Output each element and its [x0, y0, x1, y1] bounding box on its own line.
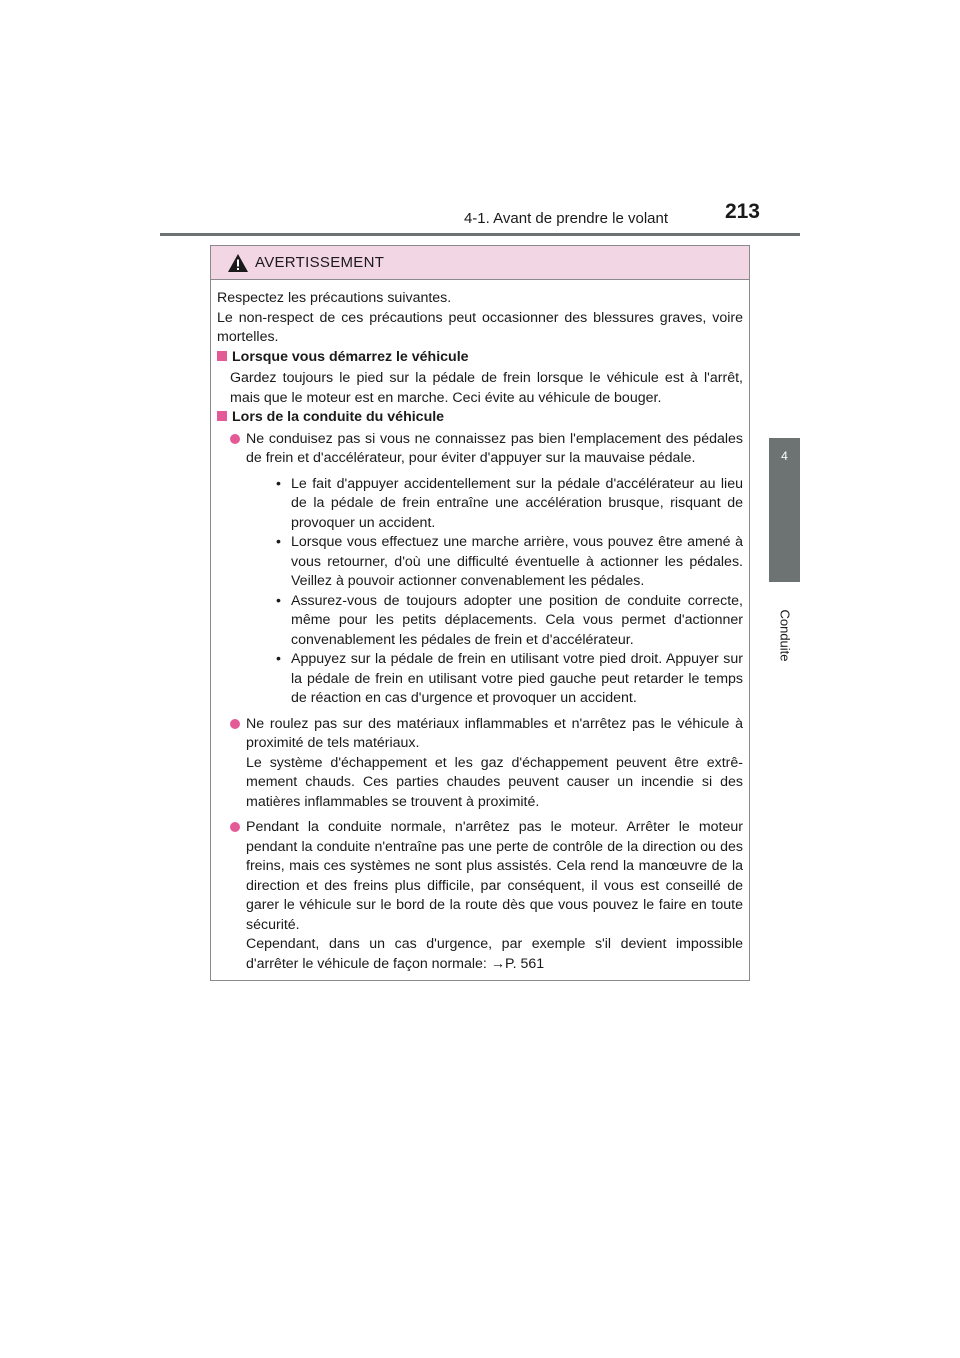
bullet-content	[246, 715, 743, 813]
bullet-text: Ne roulez pas sur des matériaux inflammables et n'arrêtez pas le véhicule à proximité de tels matériaux. Le système d'échappement et les gaz d'échappement peuvent être extrê-mement chauds. Ces parties chaudes peuvent causer un incendie si des matières inflammables se trouvent à proximité.	[246, 715, 743, 810]
bullet-item	[230, 715, 743, 813]
sub-list-item: • Assurez-vous de toujours adopter une position de conduite correcte, même pour les petits déplacements. Cela vous permet d'actionner convenablement les pédales de frein et d'accélérateur.	[276, 592, 743, 651]
sub-list-item: • Appuyez sur la pédale de frein en utilisant votre pied droit. Appuyer sur la pédale de frein en utilisant votre pied gauche peut retarder le temps de réaction en cas d'urgence et provoquer un accident.	[276, 650, 743, 709]
chapter-label	[770, 590, 800, 680]
section-heading-starting	[217, 348, 743, 368]
chapter-label-text: Conduite	[777, 608, 793, 662]
warning-triangle-icon	[227, 253, 249, 273]
chapter-tab	[769, 438, 800, 582]
warning-header	[211, 246, 749, 280]
section-text-starting: Gardez toujours le pied sur la pédale de frein lorsque le véhicule est à l'arrêt, mais que le moteur est en marche. Ceci évite au véhicule de bouger.	[230, 370, 743, 406]
sub-list-text: Assurez-vous de toujours adopter une position de conduite correcte, même pour les petits déplacements. Cela vous permet d'actionner convenablement les pédales de frein et d'accélérateur.	[291, 592, 743, 648]
round-bullet-icon	[230, 822, 240, 832]
sub-list-text: Appuyez sur la pédale de frein en utilisant votre pied droit. Appuyer sur la pédale de frein en utilisant votre pied gauche peut retarder le temps de réaction en cas d'urgence et provoquer un accident.	[291, 651, 743, 706]
sub-list-item: • Le fait d'appuyer accidentellement sur la pédale d'accélérateur au lieu de la pédale de frein entraîne une accélération brusque, risquant de provoquer un accident.	[276, 475, 743, 534]
bullet-text: Pendant la conduite normale, n'arrêtez pas le moteur. Arrêter le moteur pendant la conduite n'entraîne pas une perte de contrôle de la direction ou des freins, mais ces systèmes ne sont plus assistés. Cela rend la manœuvre de la direction et des freins plus difficile, par conséquent, il vous est conseillé de garer le véhicule sur le bord de la route dès que vous pouvez le faire en toute sécurité. Cependant, dans un cas d'urgence, par exemple s'il devient impossible d'arrêter le véhicule de façon normale: →P. 561	[246, 819, 743, 972]
header-rule	[160, 233, 800, 236]
warning-title: AVERTISSEMENT	[255, 254, 385, 271]
chapter-number: 4	[781, 449, 788, 463]
section-heading-text: Lorsque vous démarrez le véhicule	[232, 348, 469, 365]
bullet-item	[230, 430, 743, 709]
square-bullet-icon	[217, 351, 227, 361]
round-bullet-icon	[230, 434, 240, 444]
square-bullet-icon	[217, 411, 227, 421]
section-title: 4-1. Avant de prendre le volant	[463, 210, 668, 227]
warning-intro: Respectez les précautions suivantes. Le non-respect de ces précautions peut occasionner des blessures graves, voire mortelles.	[217, 290, 743, 345]
sub-list-text: Le fait d'appuyer accidentellement sur la pédale d'accélérateur au lieu de la pédale de frein entraîne une accélération brusque, risquant de provoquer un accident.	[291, 475, 743, 531]
sub-list-item: • Lorsque vous effectuez une marche arrière, vous pouvez être amené à vous retourner, d'où une difficulté éventuelle à actionner les pédales. Veillez à pouvoir actionner convenablement les pédales.	[276, 533, 743, 592]
round-bullet-icon	[230, 719, 240, 729]
sub-list	[276, 475, 743, 709]
page-number: 213	[724, 200, 760, 223]
section-heading-driving	[217, 408, 743, 428]
warning-box	[210, 245, 750, 981]
warning-body	[211, 280, 749, 974]
bullet-content	[246, 818, 743, 974]
page-header	[160, 200, 800, 236]
bullet-text: Ne conduisez pas si vous ne connaissez pas bien l'emplacement des pédales de frein et d'accélérateur, pour éviter d'appuyer sur la mauvaise pédale.	[246, 430, 743, 466]
bullet-item	[230, 818, 743, 974]
bullet-content	[246, 430, 743, 709]
sub-list-text: Lorsque vous effectuez une marche arrière, vous pouvez être amené à vous retourner, d'où une difficulté éventuelle à actionner les pédales. Veillez à pouvoir actionner convenablement les pédales.	[291, 534, 743, 589]
section-heading-text: Lors de la conduite du véhicule	[232, 409, 445, 425]
